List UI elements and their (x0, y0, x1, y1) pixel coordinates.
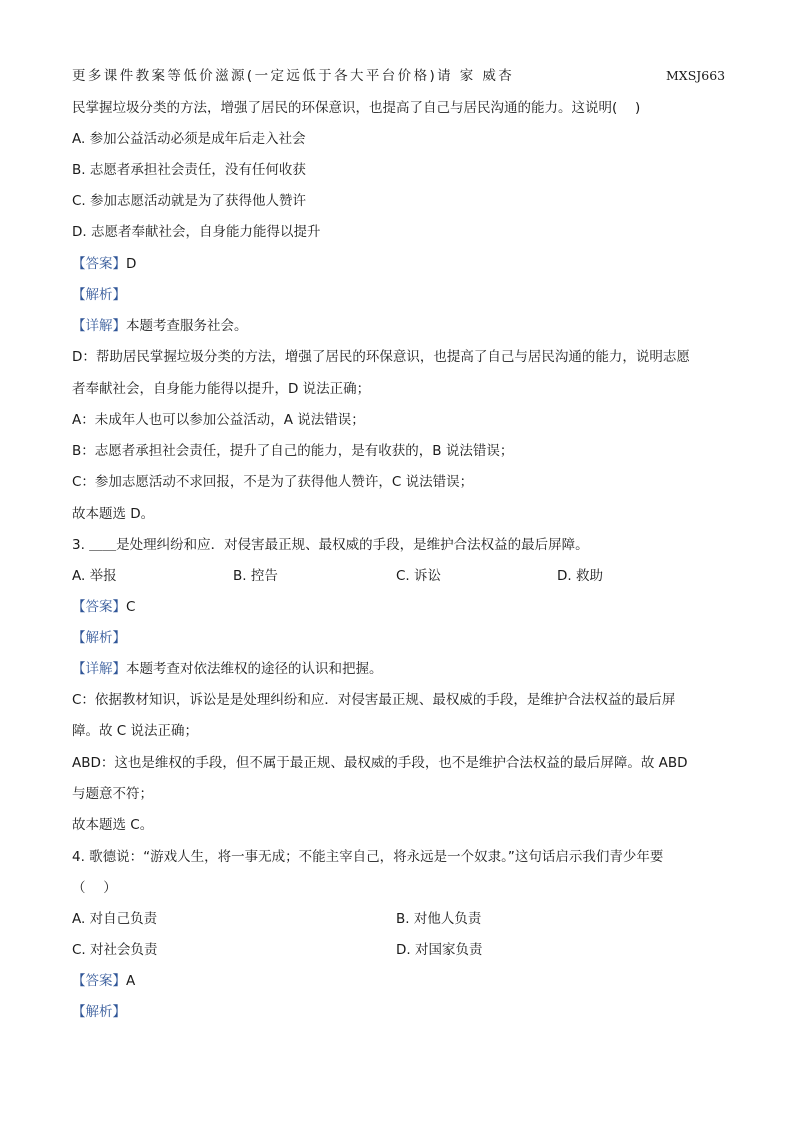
q3-explanation-line: 障。故 C 说法正确； (72, 723, 199, 739)
q4-stem: 4. 歌德说：“游戏人生，将一事无成；不能主宰自己，将永远是一个奴隶。”这句话启示我们青少年要 (72, 849, 664, 865)
detail-intro: 本题考查服务社会。 (126, 318, 248, 334)
q3-option-a: A. 举报 (72, 568, 117, 584)
q3-stem: 3. ＿＿是处理纠纷和应．对侵害最正规、最权威的手段，是维护合法权益的最后屏障。 (72, 537, 589, 553)
detail-tag: 【详解】 (72, 661, 126, 677)
q2-explanation-line: D：帮助居民掌握垃圾分类的方法，增强了居民的环保意识，也提高了自己与居民沟通的能力，说明志愿 (72, 349, 690, 365)
q2-detail (72, 317, 248, 335)
detail-intro: 本题考查对依法维权的途径的认识和把握。 (126, 661, 383, 677)
q2-analysis-tag: 【解析】 (72, 287, 126, 303)
q3-option-d: D. 救助 (557, 568, 603, 584)
answer-tag: 【答案】 (72, 973, 126, 989)
q3-explanation-line: 与题意不符； (72, 786, 153, 802)
q2-explanation-line: 者奉献社会，自身能力能得以提升，D 说法正确； (72, 381, 371, 397)
header-promo-text: 更多课件教案等低价滋源(一定远低于各大平台价格)请 家 威杏 (72, 68, 515, 84)
q4-option-c: C. 对社会负责 (72, 942, 158, 958)
q4-answer (72, 972, 135, 990)
detail-tag: 【详解】 (72, 318, 126, 334)
q2-explanation-line: A：未成年人也可以参加公益活动，A 说法错误； (72, 412, 365, 428)
answer-value: A (126, 973, 136, 989)
q2-conclusion: 故本题选 D。 (72, 506, 155, 522)
q3-conclusion: 故本题选 C。 (72, 817, 154, 833)
q3-explanation-line: ABD：这也是维权的手段，但不属于最正规、最权威的手段，也不是维护合法权益的最后屏障。故 ABD (72, 755, 688, 771)
q2-explanation-line: B：志愿者承担社会责任，提升了自己的能力，是有收获的，B 说法错误； (72, 443, 514, 459)
q3-answer (72, 598, 135, 616)
q2-stem: 民掌握垃圾分类的方法，增强了居民的环保意识，也提高了自己与居民沟通的能力。这说明( ) (72, 100, 641, 116)
q2-option-b: B. 志愿者承担社会责任，没有任何收获 (72, 162, 306, 178)
q2-option-a: A. 参加公益活动必须是成年后走入社会 (72, 131, 306, 147)
q3-explanation-line: C：依据教材知识，诉讼是是处理纠纷和应．对侵害最正规、最权威的手段，是维护合法权益的最后屏 (72, 692, 676, 708)
q4-option-a: A. 对自己负责 (72, 911, 158, 927)
answer-tag: 【答案】 (72, 256, 126, 272)
header-code: MXSJ663 (666, 68, 726, 83)
q3-detail (72, 660, 383, 678)
q2-option-d: D. 志愿者奉献社会，自身能力能得以提升 (72, 224, 321, 240)
answer-tag: 【答案】 (72, 599, 126, 615)
q2-explanation-line: C：参加志愿活动不求回报，不是为了获得他人赞许，C 说法错误； (72, 474, 474, 490)
q3-analysis-tag: 【解析】 (72, 630, 126, 646)
q2-option-c: C. 参加志愿活动就是为了获得他人赞许 (72, 193, 307, 209)
q4-option-d: D. 对国家负责 (396, 942, 483, 958)
q2-answer (72, 255, 136, 273)
q4-option-b: B. 对他人负责 (396, 911, 482, 927)
q4-stem-blank: （ ） (72, 880, 117, 896)
answer-value: C (126, 599, 136, 615)
q3-option-c: C. 诉讼 (396, 568, 442, 584)
q3-option-b: B. 控告 (233, 568, 278, 584)
answer-value: D (126, 256, 137, 272)
q4-analysis-tag: 【解析】 (72, 1004, 126, 1020)
